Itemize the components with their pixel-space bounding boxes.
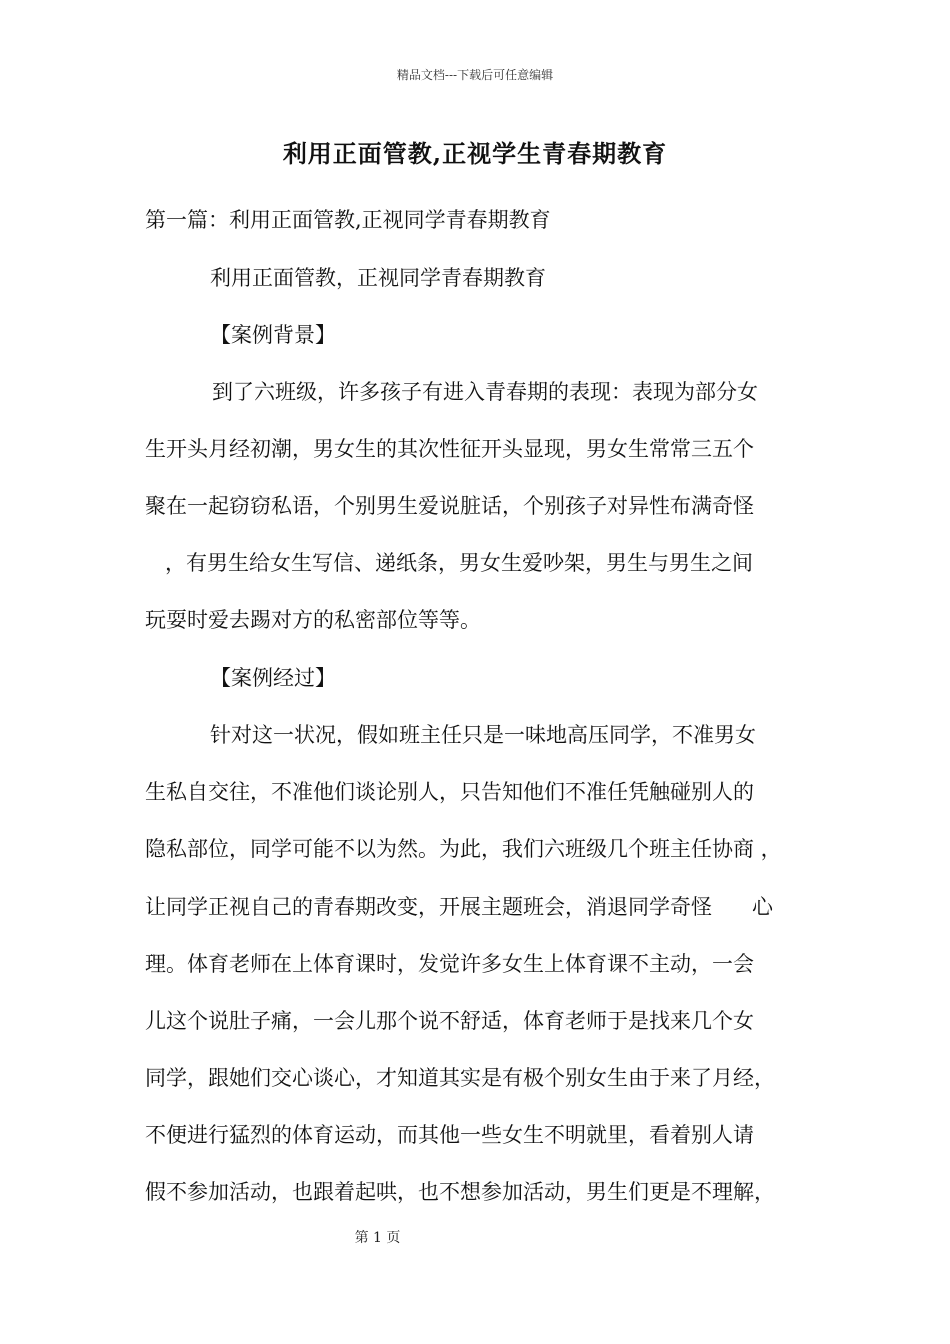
paragraph-line: 玩耍时爱去踢对方的私密部位等等。 [145, 608, 481, 632]
header-note: 精品文档---下载后可任意编辑 [396, 68, 554, 82]
paragraph-line: 假不参加活动，也跟着起哄，也不想参加活动，男生们更是不理解， [145, 1180, 775, 1204]
paragraph-line: 到了六班级，许多孩子有进入青春期的表现：表现为部分女 [212, 380, 758, 404]
paragraph-line: ，有男生给女生写信、递纸条，男女生爱吵架，男生与男生之间 [165, 551, 753, 575]
paragraph-line: 不便进行猛烈的体育运动，而其他一些女生不明就里，看着别人请 [145, 1123, 754, 1147]
paragraph-line: 隐私部位，同学可能不以为然。为此，我们六班级几个班主任协商 ， [145, 837, 782, 861]
paragraph-line: 儿这个说肚子痛，一会儿那个说不舒适，体育老师于是找来几个女 [145, 1009, 754, 1033]
paragraph-line: 聚在一起窃窃私语，个别男生爱说脏话，个别孩子对异性布满奇怪 [145, 494, 754, 518]
paragraph-line: 同学，跟她们交心谈心，才知道其实是有极个别女生由于来了月经， [145, 1066, 775, 1090]
background-heading: 【案例背景】 [210, 323, 336, 347]
section-heading: 第一篇：利用正面管教,正视同学青春期教育 [145, 208, 551, 232]
paragraph-line: 生私自交往，不准他们谈论别人，只告知他们不准任凭触碰别人的 [145, 780, 754, 804]
document-title: 利用正面管教,正视学生青春期教育 [282, 139, 668, 168]
paragraph-line: 让同学正视自己的青春期改变，开展主题班会，消退同学奇怪 心 [145, 895, 774, 919]
paragraph-line: 生开头月经初潮，男女生的其次性征开头显现，男女生常常三五个 [145, 437, 754, 461]
paragraph-line: 针对这一状况，假如班主任只是一味地高压同学，不准男女 [210, 723, 756, 747]
paragraph-line: 理。体育老师在上体育课时，发觉许多女生上体育课不主动，一会 [145, 952, 754, 976]
page-number: 第 1 页 [354, 1230, 401, 1246]
process-heading: 【案例经过】 [210, 666, 336, 690]
subtitle: 利用正面管教，正视同学青春期教育 [210, 266, 546, 290]
